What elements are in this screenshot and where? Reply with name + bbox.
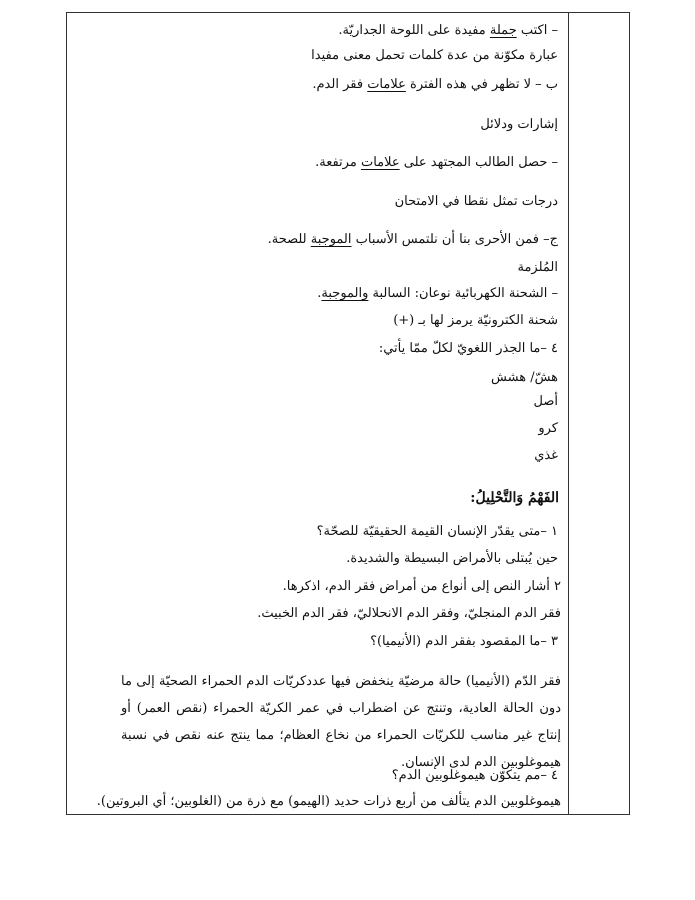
line-text: – حصل الطالب المجتهد على — [399, 155, 558, 170]
content-line — [393, 312, 558, 330]
content-line — [491, 369, 558, 387]
content-line — [518, 259, 559, 277]
content-line — [311, 47, 558, 65]
content-line — [534, 447, 558, 465]
underlined-word: علامات — [367, 77, 406, 92]
anemia-definition-paragraph: فقر الدّم (الأنيميا) حالة مرضيّة ينخفض فيها عددكريّات الدم الحمراء الصحيّة إلى ما دون الحالة العادية، وتنتج عن اضطراب في عمر الكريّة الحمراء (نقص العمر) أو إنتاج غير مناسب للكريّات الحمراء من نخاع العظام؛ مما ينتج عنه نقص في نسبة هيموغلوبين الدم لدى الإنسان. — [121, 674, 561, 770]
line-text-end: للصحة. — [267, 232, 311, 247]
line-text: كرو — [538, 421, 558, 436]
line-text: – الشحنة الكهربائية نوعان: السالبة — [368, 286, 558, 301]
section-heading: الفَهْمُ وَالتَّحْلِيلُ: — [470, 490, 559, 506]
content-line — [317, 523, 558, 541]
content-line — [283, 578, 561, 596]
underlined-word: الموجبة — [310, 232, 352, 247]
content-line — [268, 231, 558, 249]
content-line — [312, 76, 558, 94]
underlined-word: والموجبة — [321, 286, 369, 301]
content-line — [257, 605, 561, 623]
underlined-word: علامات — [360, 155, 400, 170]
content-line — [338, 22, 558, 40]
line-text: درجات تمثل نقطا في الامتحان — [394, 194, 558, 209]
content-line — [538, 420, 558, 438]
line-text-end: مفيدة على اللوحة الجداريّة. — [338, 23, 490, 38]
line-text: ١ –متى يقدّر الإنسان القيمة الحقيقيّة للصحّة؟ — [316, 524, 558, 539]
line-text: المُلزمة — [517, 260, 558, 275]
line-text: حين يُبتلى بالأمراض البسيطة والشديدة. — [346, 551, 558, 566]
line-text: هيموغلوبين الدم يتألف من أربع ذرات حديد (الهيمو) مع ذرة من (الغلوبين؛ أي البروتين). — [96, 794, 561, 809]
line-text: شحنة الكترونيّة يرمز لها بـ (+) — [393, 313, 558, 328]
line-text-end: فقر الدم. — [312, 77, 368, 92]
content-line — [346, 550, 558, 568]
line-text: فقر الدم المنجليّ، وفقر الدم الانحلاليّ، فقر الدم الخبيث. — [257, 606, 561, 621]
content-line — [315, 154, 558, 172]
content-line — [395, 193, 558, 211]
line-text: ج– فمن الأحرى بنا أن نلتمس الأسباب — [351, 232, 558, 247]
line-text: أصل — [533, 394, 558, 409]
line-text: ٣ –ما المقصود بفقر الدم (الأنيميا)؟ — [370, 634, 558, 649]
line-text: ب – لا تظهر في هذه الفترة — [405, 77, 558, 92]
line-text: هشّ/ هشش — [491, 370, 558, 385]
line-text: عبارة مكوّنة من عدة كلمات تحمل معنى مفيدا — [311, 48, 558, 63]
line-text-end: . — [317, 286, 322, 301]
content-line — [317, 285, 558, 303]
content-line — [97, 793, 561, 811]
line-text-end: مرتفعة. — [315, 155, 361, 170]
underlined-word: جملة — [489, 23, 517, 38]
line-text: ٢ أشار النص إلى أنواع من أمراض فقر الدم، اذكرها. — [282, 579, 561, 594]
content-line — [534, 393, 559, 411]
side-column-empty — [569, 12, 629, 814]
line-text: ٤ –مم يتكوّن هيموغلوبين الدم؟ — [391, 768, 558, 783]
line-text: – اكتب — [516, 23, 558, 38]
content-line — [370, 633, 558, 651]
content-line — [480, 116, 558, 134]
line-text: إشارات ودلائل — [480, 117, 558, 132]
content-line — [379, 340, 558, 358]
line-text: غذي — [534, 448, 558, 463]
line-text: ٤ –ما الجذر اللغويّ لكلّ ممّا يأتي: — [378, 341, 558, 356]
